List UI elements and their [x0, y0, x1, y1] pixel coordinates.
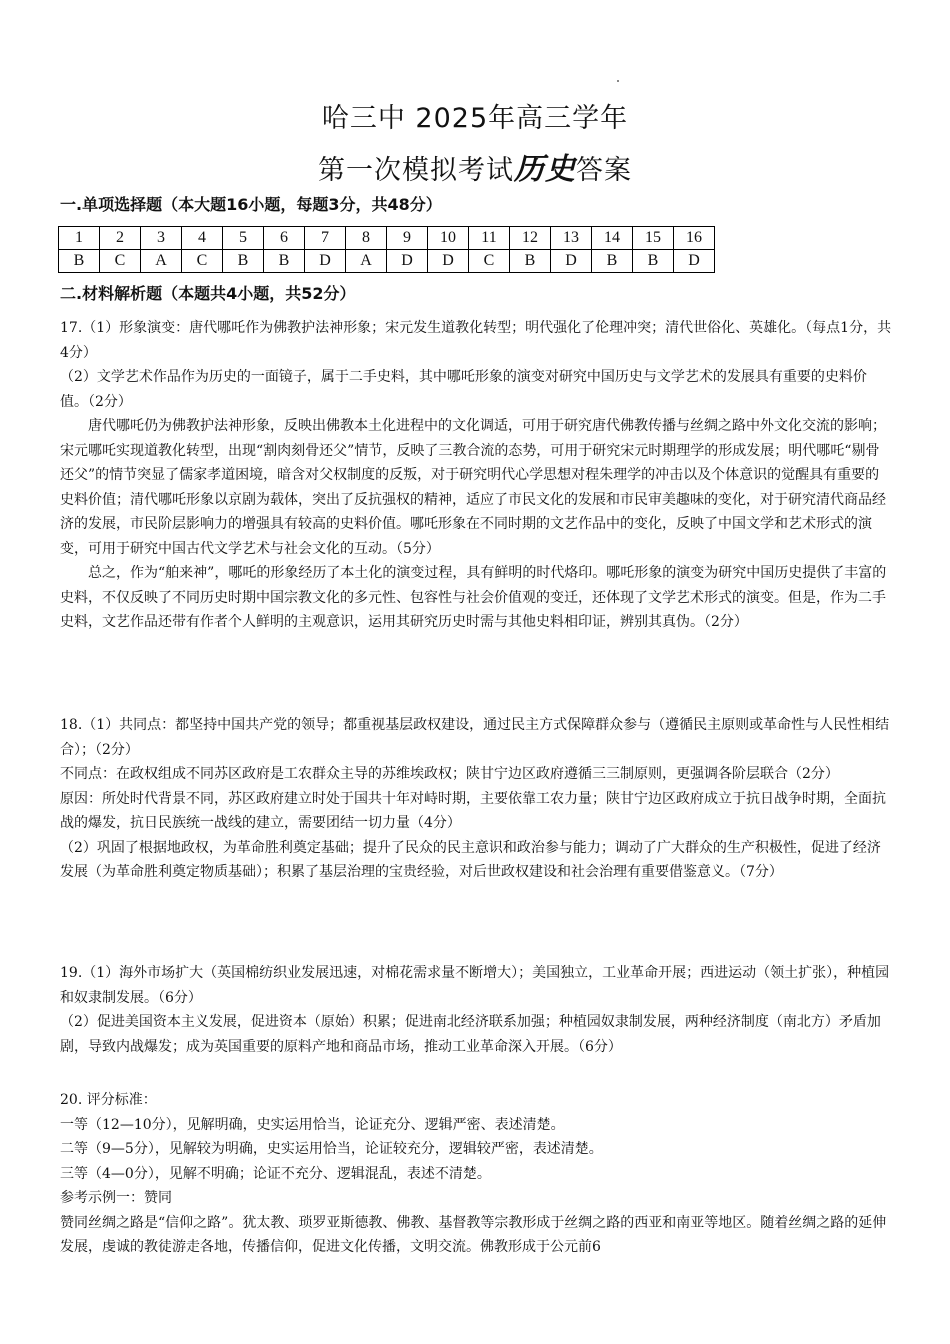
q18-differences: 不同点：在政权组成不同苏区政府是工农群众主导的苏维埃政权；陕甘宁边区政府遵循三三制原则，更强调各阶层联合（2分） — [60, 766, 839, 782]
answer-cell: D — [428, 250, 469, 273]
q19-part1: 19.（1）海外市场扩大（英国棉纺织业发展迅速，对棉花需求量不断增大）；美国独立，工业革命开展；西进运动（领土扩张），种植园和奴隶制发展。（6分） — [60, 965, 890, 1006]
question-20-answer — [60, 1088, 892, 1260]
question-number: 5 — [223, 227, 264, 250]
answer-table-answers-row — [59, 250, 715, 273]
answer-cell: B — [510, 250, 551, 273]
question-number: 14 — [592, 227, 633, 250]
question-19-answer — [60, 961, 892, 1059]
question-number: 15 — [633, 227, 674, 250]
answer-cell: D — [387, 250, 428, 273]
answer-table-numbers-row — [59, 227, 715, 250]
answer-cell: D — [551, 250, 592, 273]
answer-cell: B — [264, 250, 305, 273]
question-17-answer — [60, 316, 892, 635]
question-number: 16 — [674, 227, 715, 250]
answer-cell: A — [141, 250, 182, 273]
question-number: 6 — [264, 227, 305, 250]
q20-grade-3: 三等（4—0分），见解不明确；论证不充分、逻辑混乱，表述不清楚。 — [60, 1165, 491, 1182]
q20-example-label: 参考示例一：赞同 — [60, 1190, 172, 1206]
answer-cell: A — [346, 250, 387, 273]
question-18-answer — [60, 713, 892, 885]
q18-reasons: 原因：所处时代背景不同，苏区政府建立时处于国共十年对峙时期，主要依靠工农力量；陕甘宁边区政府成立于抗日战争时期，全面抗战的爆发，抗日民族统一战线的建立，需要团结一切力量（4分） — [60, 790, 886, 831]
q17-conclusion: 总之，作为“舶来神”，哪吒的形象经历了本土化的演变过程，具有鲜明的时代烙印。哪吒形象的演变为研究中国历史提供了丰富的史料，不仅反映了不同历史时期中国宗教文化的多元性、包容性与社会价值观的变迁，还体现了文学艺术形式的演变。但是，作为二手史料，文艺作品还带有作者个人鲜明的主观意识，运用其研究历史时需与其他史料相印证，辨别其真伪。（2分） — [60, 565, 887, 630]
title-pre: 第一次模拟考试 — [318, 155, 514, 186]
document-title-line1: 哈三中 2025年高三学年 — [321, 103, 629, 134]
title-post: 答案 — [576, 155, 632, 186]
q19-part2: （2）促进美国资本主义发展，促进资本（原始）积累；促进南北经济联系加强；种植园奴隶制发展，两种经济制度（南北方）矛盾加剧，导致内战爆发；成为英国重要的原料产地和商品市场，推动工业革命深入开展。（6分） — [60, 1014, 881, 1055]
answer-cell: D — [305, 250, 346, 273]
question-number: 13 — [551, 227, 592, 250]
question-number: 7 — [305, 227, 346, 250]
q17-part1: 17.（1）形象演变：唐代哪吒作为佛教护法神形象；宋元发生道教化转型；明代强化了伦理冲突；清代世俗化、英雄化。（每点1分，共4分） — [60, 320, 892, 361]
q17-part2: （2）文学艺术作品作为历史的一面镜子，属于二手史料，其中哪吒形象的演变对研究中国历史与文学艺术的发展具有重要的史料价值。（2分） — [60, 369, 867, 410]
question-number: 1 — [59, 227, 100, 250]
q20-example-text: 赞同丝绸之路是“信仰之路”。犹太教、琐罗亚斯德教、佛教、基督教等宗教形成于丝绸之路的西亚和南亚等地区。随着丝绸之路的延伸发展，虔诚的教徒游走各地，传播信仰，促进文化传播，文明交流。佛教形成于公元前6 — [60, 1214, 887, 1255]
question-number: 12 — [510, 227, 551, 250]
q18-similarities: 18.（1）共同点：都坚持中国共产党的领导；都重视基层政权建设，通过民主方式保障群众参与（遵循民主原则或革命性与人民性相结合）；（2分） — [60, 717, 890, 758]
scan-speck — [617, 80, 619, 82]
answer-table — [58, 226, 715, 273]
question-number: 10 — [428, 227, 469, 250]
question-number: 8 — [346, 227, 387, 250]
q20-grade-2: 二等（9—5分），见解较为明确，史实运用恰当，论证较充分，逻辑较严密，表述清楚。 — [60, 1141, 603, 1157]
question-number: 4 — [182, 227, 223, 250]
q18-part2: （2）巩固了根据地政权，为革命胜利奠定基础；提升了民众的民主意识和政治参与能力；调动了广大群众的生产积极性，促进了经济发展（为革命胜利奠定物质基础）；积累了基层治理的宝贵经验，对后世政权建设和社会治理有重要借鉴意义。（7分） — [60, 839, 881, 880]
document-title-line2 — [0, 144, 950, 188]
q20-heading: 20. 评分标准： — [60, 1092, 157, 1108]
answer-cell: C — [100, 250, 141, 273]
q20-grade-1: 一等（12—10分），见解明确，史实运用恰当，论证充分、逻辑严密、表述清楚。 — [60, 1116, 565, 1133]
answer-cell: C — [182, 250, 223, 273]
answer-cell: B — [633, 250, 674, 273]
answer-cell: C — [469, 250, 510, 273]
question-number: 3 — [141, 227, 182, 250]
answer-cell: B — [223, 250, 264, 273]
section-1-heading: 一.单项选择题（本大题16小题，每题3分，共48分） — [60, 195, 442, 214]
q17-analysis: 唐代哪吒仍为佛教护法神形象，反映出佛教本土化进程中的文化调适，可用于研究唐代佛教传播与丝绸之路中外文化交流的影响；宋元哪吒实现道教化转型，出现“割肉刻骨还父”情节，反映了三教合流的态势，可用于研究宋元时期理学的形成发展；明代哪吒“剔骨还父”的情节突显了儒家孝道困境，暗含对父权制度的反叛，对于研究明代心学思想对程朱理学的冲击以及个体意识的觉醒具有重要的史料价值；清代哪吒形象以京剧为载体，突出了反抗强权的精神，适应了市民文化的发展和市民审美趣味的变化，对于研究清代商品经济的发展，市民阶层影响力的增强具有较高的史料价值。哪吒形象在不同时期的文艺作品中的变化，反映了中国文学和艺术形式的演变，可用于研究中国古代文学艺术与社会文化的互动。（5分） — [60, 418, 886, 557]
section-2-heading: 二.材料解析题（本题共4小题，共52分） — [60, 284, 356, 303]
question-number: 11 — [469, 227, 510, 250]
answer-cell: D — [674, 250, 715, 273]
answer-cell: B — [592, 250, 633, 273]
title-subject: 历史 — [514, 152, 576, 187]
question-number: 2 — [100, 227, 141, 250]
question-number: 9 — [387, 227, 428, 250]
answer-cell: B — [59, 250, 100, 273]
